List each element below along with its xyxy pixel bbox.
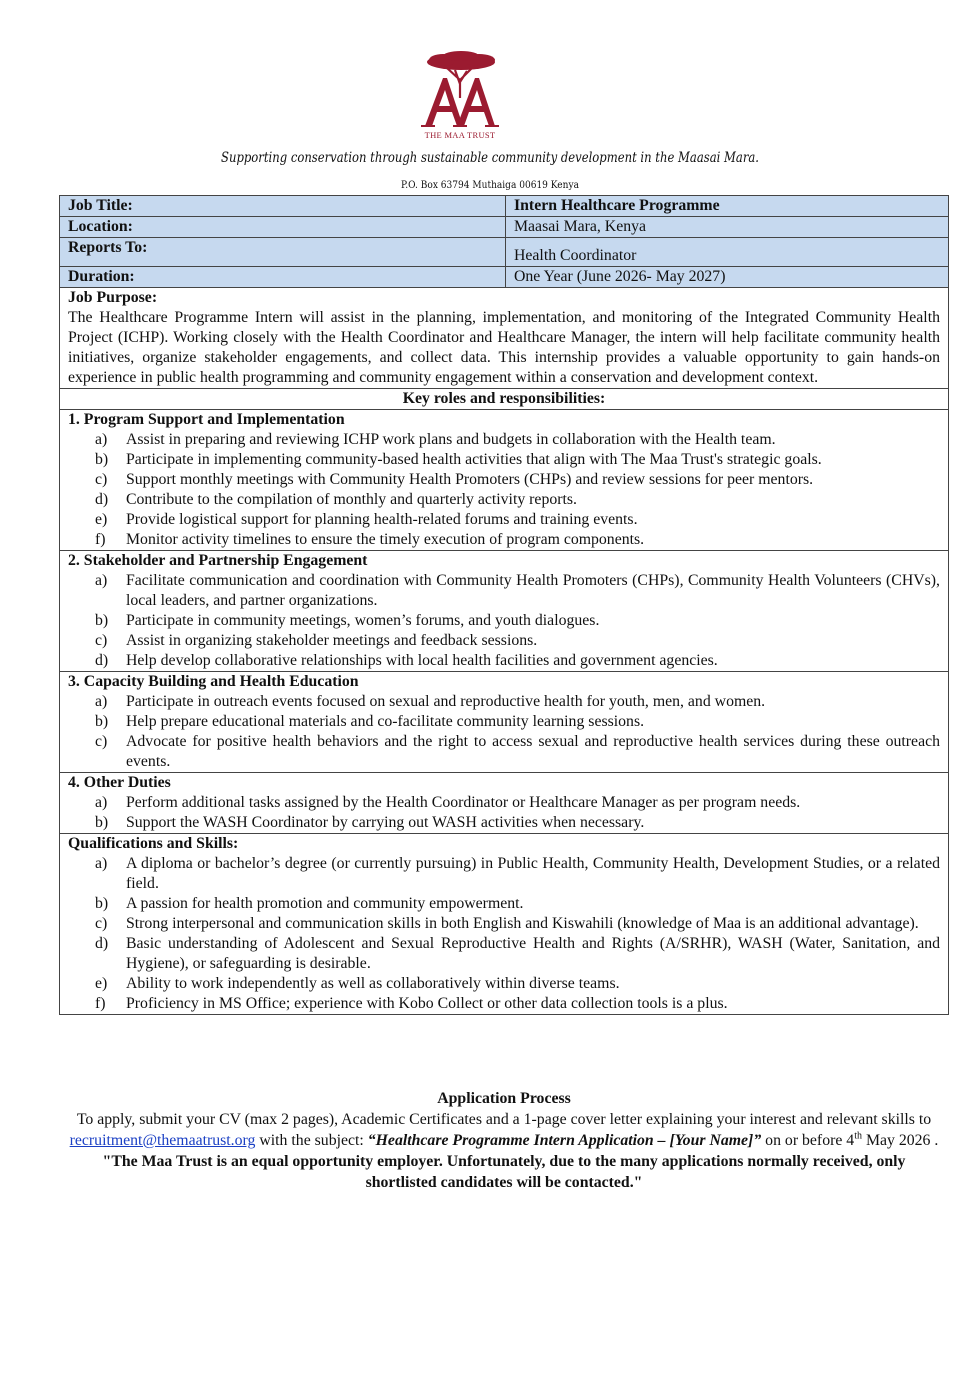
list-item	[95, 994, 940, 1014]
list-text: A diploma or bachelor’s degree (or currently pursuing) in Public Health, Community Health, Development Studies, or a related field.	[126, 855, 940, 892]
list-marker: b)	[95, 814, 109, 831]
list-marker: c)	[95, 471, 108, 488]
responsibility-section	[60, 672, 949, 773]
tagline: Supporting conservation through sustainable community development in the Maasai Mara.	[221, 150, 759, 166]
list-text: Advocate for positive health behaviors and the right to access sexual and reproductive health services during these outreach events.	[126, 733, 940, 770]
list-marker: a)	[95, 572, 108, 589]
list-marker: c)	[95, 733, 108, 750]
deadline-text: on or before 4	[761, 1132, 855, 1149]
qualifications-list	[68, 854, 940, 1014]
list-text: Participate in implementing community-based health activities that align with The Maa Trust's strategic goals.	[126, 451, 822, 468]
list-item	[95, 450, 940, 470]
detail-row-job-title	[60, 196, 949, 217]
list-item	[95, 470, 940, 490]
list-item	[95, 510, 940, 530]
detail-label: Location:	[60, 217, 506, 238]
list-marker: b)	[95, 451, 109, 468]
list-text: Provide logistical support for planning health-related forums and training events.	[126, 511, 638, 528]
job-description-table	[59, 195, 949, 1015]
responsibilities-heading: Key roles and responsibilities:	[60, 389, 949, 410]
section-title: 1. Program Support and Implementation	[68, 411, 345, 428]
section-title: 3. Capacity Building and Health Education	[68, 673, 359, 690]
list-text: Help prepare educational materials and co-facilitate community learning sessions.	[126, 713, 645, 730]
job-purpose-row	[60, 288, 949, 389]
list-item	[95, 974, 940, 994]
qualifications-section	[60, 834, 949, 1015]
list-marker: e)	[95, 975, 108, 992]
list-item	[95, 530, 940, 550]
list-item	[95, 490, 940, 510]
list-text: Participate in community meetings, women’s forums, and youth dialogues.	[126, 612, 600, 629]
application-instructions	[59, 1109, 949, 1151]
list-marker: d)	[95, 491, 109, 508]
list-text: Support the WASH Coordinator by carrying out WASH activities when necessary.	[126, 814, 645, 831]
maa-trust-logo	[415, 50, 505, 145]
list-text: Proficiency in MS Office; experience with Kobo Collect or other data collection tools is a plus.	[126, 995, 728, 1012]
section-list	[68, 692, 940, 772]
section-title: 4. Other Duties	[68, 774, 171, 791]
deadline-ordinal: th	[854, 1130, 862, 1142]
application-heading: Application Process	[437, 1090, 571, 1107]
list-marker: d)	[95, 652, 109, 669]
recruitment-email-link[interactable]: recruitment@themaatrust.org	[69, 1132, 256, 1149]
detail-value: Intern Healthcare Programme	[506, 196, 949, 217]
detail-value: One Year (June 2026- May 2027)	[506, 267, 949, 288]
list-marker: f)	[95, 995, 106, 1012]
responsibility-section	[60, 410, 949, 551]
equal-opportunity-notice: "The Maa Trust is an equal opportunity employer. Unfortunately, due to the many applications normally received, only shortlisted candidates will be contacted."	[102, 1153, 906, 1191]
list-marker: c)	[95, 632, 108, 649]
list-marker: a)	[95, 693, 108, 710]
application-text: with the subject:	[255, 1132, 368, 1149]
detail-label: Reports To:	[60, 238, 506, 267]
list-item	[95, 793, 940, 813]
list-marker: f)	[95, 531, 106, 548]
responsibility-section	[60, 551, 949, 672]
detail-label: Duration:	[60, 267, 506, 288]
list-text: A passion for health promotion and community empowerment.	[126, 895, 524, 912]
list-item	[95, 894, 940, 914]
list-item	[95, 611, 940, 631]
list-marker: a)	[95, 855, 108, 872]
list-item	[95, 631, 940, 651]
list-marker: b)	[95, 713, 109, 730]
job-purpose-heading: Job Purpose:	[68, 289, 158, 306]
section-list	[68, 793, 940, 833]
application-process	[59, 1088, 949, 1193]
list-text: Ability to work independently as well as collaboratively within diverse teams.	[126, 975, 620, 992]
list-item	[95, 651, 940, 671]
list-item	[95, 571, 940, 611]
postal-address: P.O. Box 63794 Muthaiga 00619 Kenya	[401, 179, 579, 191]
acacia-tree-logo-icon	[417, 50, 503, 132]
qualifications-heading: Qualifications and Skills:	[68, 835, 239, 852]
logo-wordmark: THE MAA TRUST	[424, 130, 496, 140]
list-text: Help develop collaborative relationships with local health facilities and government agencies.	[126, 652, 718, 669]
detail-label: Job Title:	[60, 196, 506, 217]
detail-row-duration	[60, 267, 949, 288]
responsibility-section	[60, 773, 949, 834]
list-item	[95, 914, 940, 934]
email-subject: “Healthcare Programme Intern Application – [Your Name]”	[367, 1132, 762, 1149]
detail-row-location	[60, 217, 949, 238]
section-title: 2. Stakeholder and Partnership Engagement	[68, 552, 368, 569]
list-text: Strong interpersonal and communication skills in both English and Kiswahili (knowledge of Maa is an additional advantage).	[126, 915, 919, 932]
detail-value: Maasai Mara, Kenya	[506, 217, 949, 238]
application-text: To apply, submit your CV (max 2 pages), Academic Certificates and a 1-page cover letter explaining your interest and relevant skills to	[76, 1111, 932, 1128]
job-purpose-text: The Healthcare Programme Intern will assist in the planning, implementation, and monitoring of the Integrated Community Health Project (ICHP). Working closely with the Health Coordinator and Healthcare Manager, the intern will help facilitate community health initiatives, organize stakeholder engagements, and collect data. This internship provides a valuable opportunity to gain hands-on experience in public health programming and community engagement within a conservation and development context.	[68, 309, 940, 386]
list-text: Monitor activity timelines to ensure the timely execution of program components.	[126, 531, 645, 548]
list-text: Facilitate communication and coordination with Community Health Promoters (CHPs), Community Health Volunteers (CHVs), local leaders, and partner organizations.	[126, 572, 940, 609]
list-text: Contribute to the compilation of monthly and quarterly activity reports.	[126, 491, 577, 508]
list-text: Support monthly meetings with Community Health Promoters (CHPs) and review sessions for peer mentors.	[126, 471, 814, 488]
list-text: Assist in preparing and reviewing ICHP work plans and budgets in collaboration with the Health team.	[126, 431, 776, 448]
list-text: Assist in organizing stakeholder meetings and feedback sessions.	[126, 632, 538, 649]
list-item	[95, 934, 940, 974]
list-marker: b)	[95, 612, 109, 629]
detail-value: Health Coordinator	[506, 238, 949, 267]
list-marker: a)	[95, 794, 108, 811]
list-item	[95, 692, 940, 712]
deadline-text: May 2026 .	[862, 1132, 939, 1149]
list-marker: a)	[95, 431, 108, 448]
list-marker: b)	[95, 895, 109, 912]
list-text: Participate in outreach events focused on sexual and reproductive health for youth, men, and women.	[126, 693, 766, 710]
list-marker: c)	[95, 915, 108, 932]
list-item	[95, 430, 940, 450]
section-list	[68, 430, 940, 550]
list-marker: d)	[95, 935, 109, 952]
list-item	[95, 732, 940, 772]
section-list	[68, 571, 940, 671]
list-item	[95, 813, 940, 833]
responsibilities-heading-row	[60, 389, 949, 410]
list-text: Basic understanding of Adolescent and Sexual Reproductive Health and Rights (A/SRHR), WASH (Water, Sanitation, and Hygiene), or safeguarding is desirable.	[126, 935, 940, 972]
list-item	[95, 854, 940, 894]
list-item	[95, 712, 940, 732]
list-marker: e)	[95, 511, 108, 528]
list-text: Perform additional tasks assigned by the Health Coordinator or Healthcare Manager as per program needs.	[126, 794, 801, 811]
detail-row-reports-to	[60, 238, 949, 267]
